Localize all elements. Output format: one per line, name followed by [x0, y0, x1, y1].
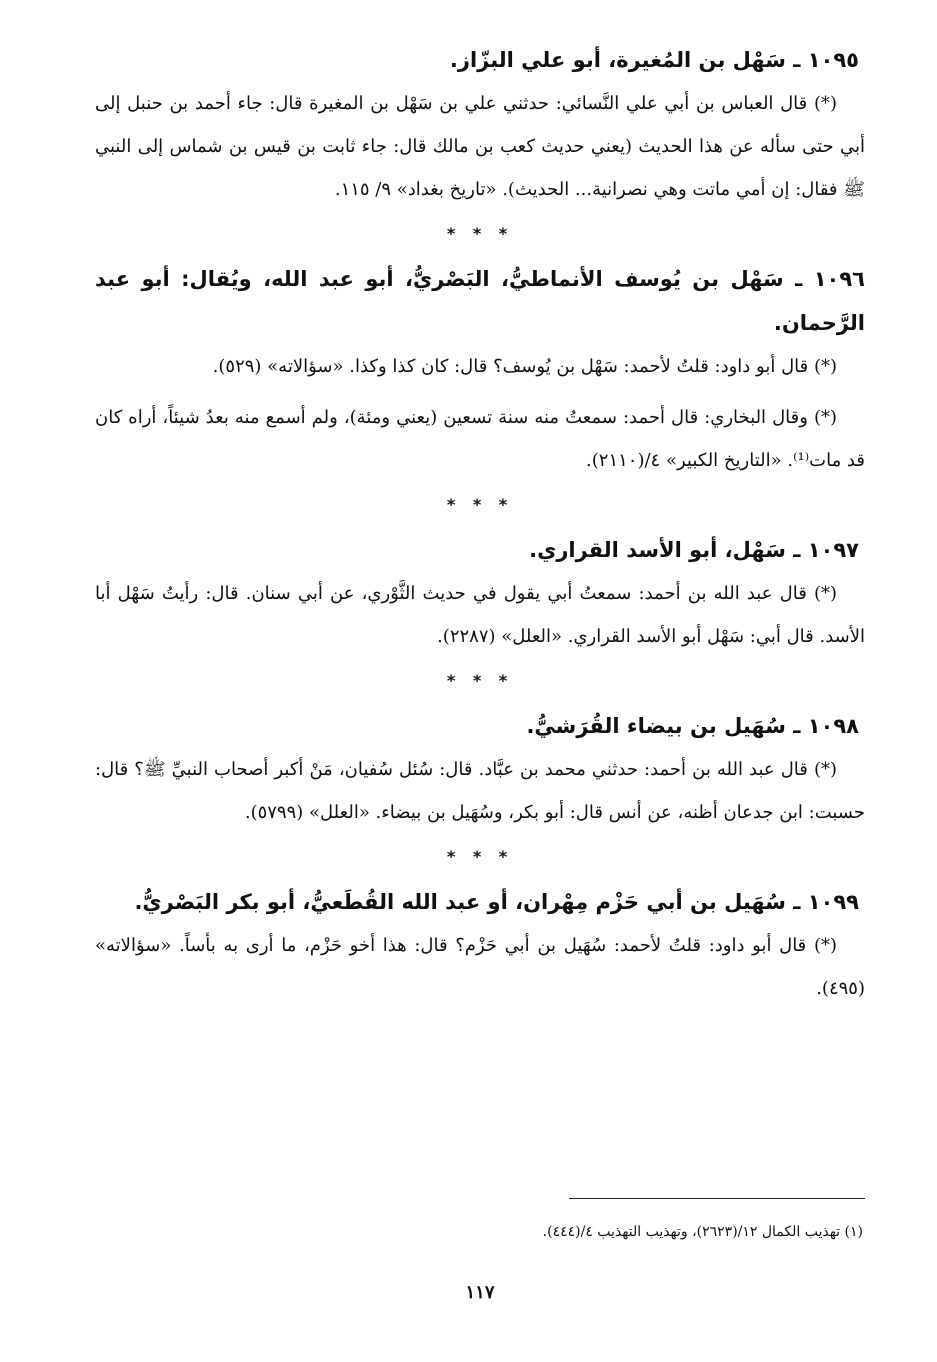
entry-1096 [95, 257, 865, 482]
page-number: ١١٧ [465, 1282, 495, 1303]
entry-1099 [95, 880, 865, 1010]
entry-title: ١٠٩٧ ـ سَهْل، أبو الأسد القراري. [529, 538, 859, 562]
entry-title: ١٠٩٦ ـ سَهْل بن يُوسف الأنماطيُّ، البَصْريُّ، أبو عبد الله، ويُقال: أبو عبد الرَّحمان. [95, 267, 865, 335]
section-separator: * * * [446, 495, 514, 514]
entry-paragraph: (*) قال أبو داود: قلتُ لأحمد: سُهَيل بن أبي حَزْم؟ قال: هذا أخو حَزْم، ما أرى به بأساً. «سؤالاته» (٤٩٥). [95, 935, 865, 999]
entry-title: ١٠٩٥ ـ سَهْل بن المُغيرة، أبو علي البزّاز. [449, 48, 859, 72]
entry-paragraph: (*) وقال البخاري: قال أحمد: سمعتُ منه سنة تسعين (يعني ومئة)، ولم أسمع منه بعدُ شيئاً، أراه كان قد مات⁽¹⁾. «التاريخ الكبير» ٤/(٢١١٠). [95, 407, 865, 471]
entry-1098 [95, 704, 865, 834]
entry-title: ١٠٩٩ ـ سُهَيل بن أبي حَزْم مِهْران، أو عبد الله القُطَعيُّ، أبو بكر البَصْريُّ. [134, 890, 859, 914]
entry-paragraph: (*) قال أبو داود: قلتُ لأحمد: سَهْل بن يُوسف؟ قال: كان كذا وكذا. «سؤالاته» (٥٢٩). [212, 356, 837, 377]
section-separator: * * * [446, 224, 514, 243]
section-separator: * * * [446, 847, 514, 866]
entry-1095 [95, 38, 865, 211]
footnote-divider [569, 1198, 865, 1199]
entry-title: ١٠٩٨ ـ سُهَيل بن بيضاء القُرَشيُّ. [526, 714, 859, 738]
entry-paragraph: (*) قال العباس بن أبي علي النَّسائي: حدثني علي بن سَهْل بن المغيرة قال: جاء أحمد بن حنبل إلى أبي حتى سأله عن هذا الحديث (يعني حديث كعب بن مالك قال: جاء ثابت بن قيس بن شماس إلى النبي ﷺ فقال: إن أمي ماتت وهي نصرانية... الحديث). «تاريخ بغداد» ٩/ ١١٥. [95, 93, 865, 200]
document-page [95, 38, 865, 1338]
footnote: (١) تهذيب الكمال ١٢/(٢٦٢٣)، وتهذيب التهذيب ٤/(٤٤٤). [542, 1224, 863, 1240]
entry-paragraph: (*) قال عبد الله بن أحمد: حدثني محمد بن عبَّاد. قال: سُئل سُفيان، مَنْ أكبر أصحاب النبيِّ ﷺ؟ قال: حسبت: ابن جدعان أظنه، عن أنس قال: أبو بكر، وسُهَيل بن بيضاء. «العلل» (٥٧٩٩). [95, 759, 865, 823]
entry-paragraph: (*) قال عبد الله بن أحمد: سمعتُ أبي يقول في حديث الثَّوْري، عن أبي سنان. قال: رأيتُ سَهْل أبا الأسد. قال أبي: سَهْل أبو الأسد القراري. «العلل» (٢٢٨٧). [95, 583, 865, 647]
section-separator: * * * [446, 671, 514, 690]
entry-1097 [95, 528, 865, 658]
